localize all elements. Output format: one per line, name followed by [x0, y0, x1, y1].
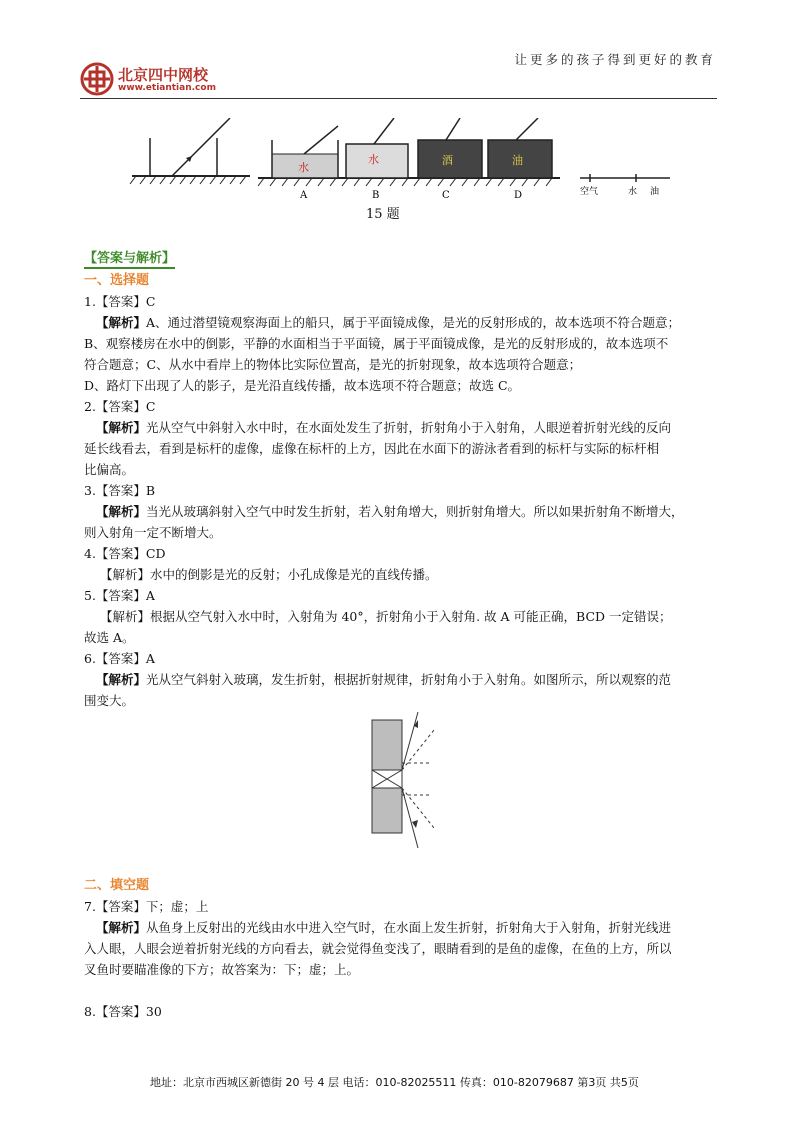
legend-oil: 油	[650, 187, 660, 197]
container-c	[418, 118, 482, 178]
q8-answer: 8.【答案】30	[84, 1004, 162, 1019]
q2-answer: 2.【答案】C	[84, 399, 156, 414]
label-d: D	[514, 190, 523, 201]
logo-url[interactable]: www.etiantian.com	[118, 83, 216, 93]
q2-analysis-line1: 【解析】光从空气中斜射入水中时，在水面处发生了折射，折射角小于入射角，人眼逆着折射光线的反向	[96, 420, 672, 435]
figure-15-diagram	[120, 118, 680, 204]
incident-ray	[172, 118, 230, 176]
section-choice: 一、选择题	[84, 273, 150, 288]
q1-answer: 1.【答案】C	[84, 294, 156, 309]
q1-analysis-line1: 【解析】A、通过潜望镜观察海面上的船只，属于平面镜成像，是光的反射形成的，故本选项不符合题意；	[96, 315, 681, 330]
q3-analysis-line2: 则入射角一定不断增大。	[84, 525, 222, 540]
logo-name: 北京四中网校	[118, 66, 209, 84]
page-footer: 地址：北京市西城区新德街 20 号 4 层 电话：010-82025511 传真：010-82079687 第3页 共5页	[150, 1076, 639, 1089]
q6-answer: 6.【答案】A	[84, 651, 155, 666]
legend-water: 水	[628, 187, 638, 197]
q5-answer: 5.【答案】A	[84, 588, 155, 603]
logo-emblem-icon	[80, 62, 114, 96]
q5-analysis-line1: 【解析】根据从空气射入水中时，入射角为 40°，折射角小于入射角. 故 A 可能正确，BCD 一定错误；	[100, 609, 672, 624]
label-c: C	[442, 190, 450, 201]
header-divider	[80, 98, 717, 99]
slogan: 让更多的孩子得到更好的教育	[514, 52, 716, 67]
liquid-label-a: 水	[298, 161, 309, 174]
answer-analysis-heading: 【答案与解析】	[84, 247, 175, 269]
glass-refraction-diagram	[360, 710, 460, 852]
q7-analysis-line3: 叉鱼时要瞄准像的下方；故答案为：下；虚；上。	[84, 962, 360, 977]
q5-analysis-line2: 故选 A。	[84, 630, 135, 645]
q1-analysis-line3: 符合题意；C、从水中看岸上的物体比实际位置高，是光的折射现象，故本选项符合题意；	[84, 357, 582, 372]
section-fill: 二、填空题	[84, 878, 150, 893]
container-b	[346, 118, 408, 178]
q3-answer: 3.【答案】B	[84, 483, 156, 498]
container-d	[488, 118, 552, 178]
liquid-label-c: 酒	[442, 154, 453, 167]
q2-analysis-line2: 延长线看去，看到是标杆的虚像，虚像在标杆的上方，因此在水面下的游泳者看到的标杆与实际的标杆相	[84, 441, 660, 456]
logo	[80, 62, 230, 98]
q3-analysis-line1: 【解析】当光从玻璃斜射入空气中时发生折射，若入射角增大，则折射角增大。所以如果折射角不断增大，	[96, 504, 684, 519]
q4-answer: 4.【答案】CD	[84, 546, 166, 561]
q1-analysis-line4: D、路灯下出现了人的影子，是光沿直线传播，故本选项不符合题意；故选 C。	[84, 378, 521, 393]
liquid-label-b: 水	[368, 153, 379, 166]
q4-analysis-line1: 【解析】水中的倒影是光的反射；小孔成像是光的直线传播。	[100, 567, 438, 582]
container-a	[272, 126, 338, 178]
q7-answer: 7.【答案】下；虚；上	[84, 899, 209, 914]
figure-15-caption: 15 题	[366, 207, 400, 222]
label-a: A	[300, 190, 308, 201]
q7-analysis-line1: 【解析】从鱼身上反射出的光线由水中进入空气时，在水面上发生折射，折射角大于入射角，折射光线进	[96, 920, 672, 935]
q1-analysis-line2: B、观察楼房在水中的倒影，平静的水面相当于平面镜，属于平面镜成像，是光的反射形成的，故本选项不	[84, 336, 669, 351]
q6-analysis-line1: 【解析】光从空气斜射入玻璃，发生折射，根据折射规律，折射角小于入射角。如图所示，所以观察的范	[96, 672, 672, 687]
q2-analysis-line3: 比偏高。	[84, 462, 135, 477]
label-b: B	[372, 190, 380, 201]
liquid-label-d: 油	[512, 154, 523, 167]
legend-air: 空气	[580, 187, 599, 197]
q6-analysis-line2: 围变大。	[84, 693, 135, 708]
q7-analysis-line2: 入人眼，人眼会逆着折射光线的方向看去，就会觉得鱼变浅了，眼睛看到的是鱼的虚像，在鱼的上方，所以	[84, 941, 672, 956]
